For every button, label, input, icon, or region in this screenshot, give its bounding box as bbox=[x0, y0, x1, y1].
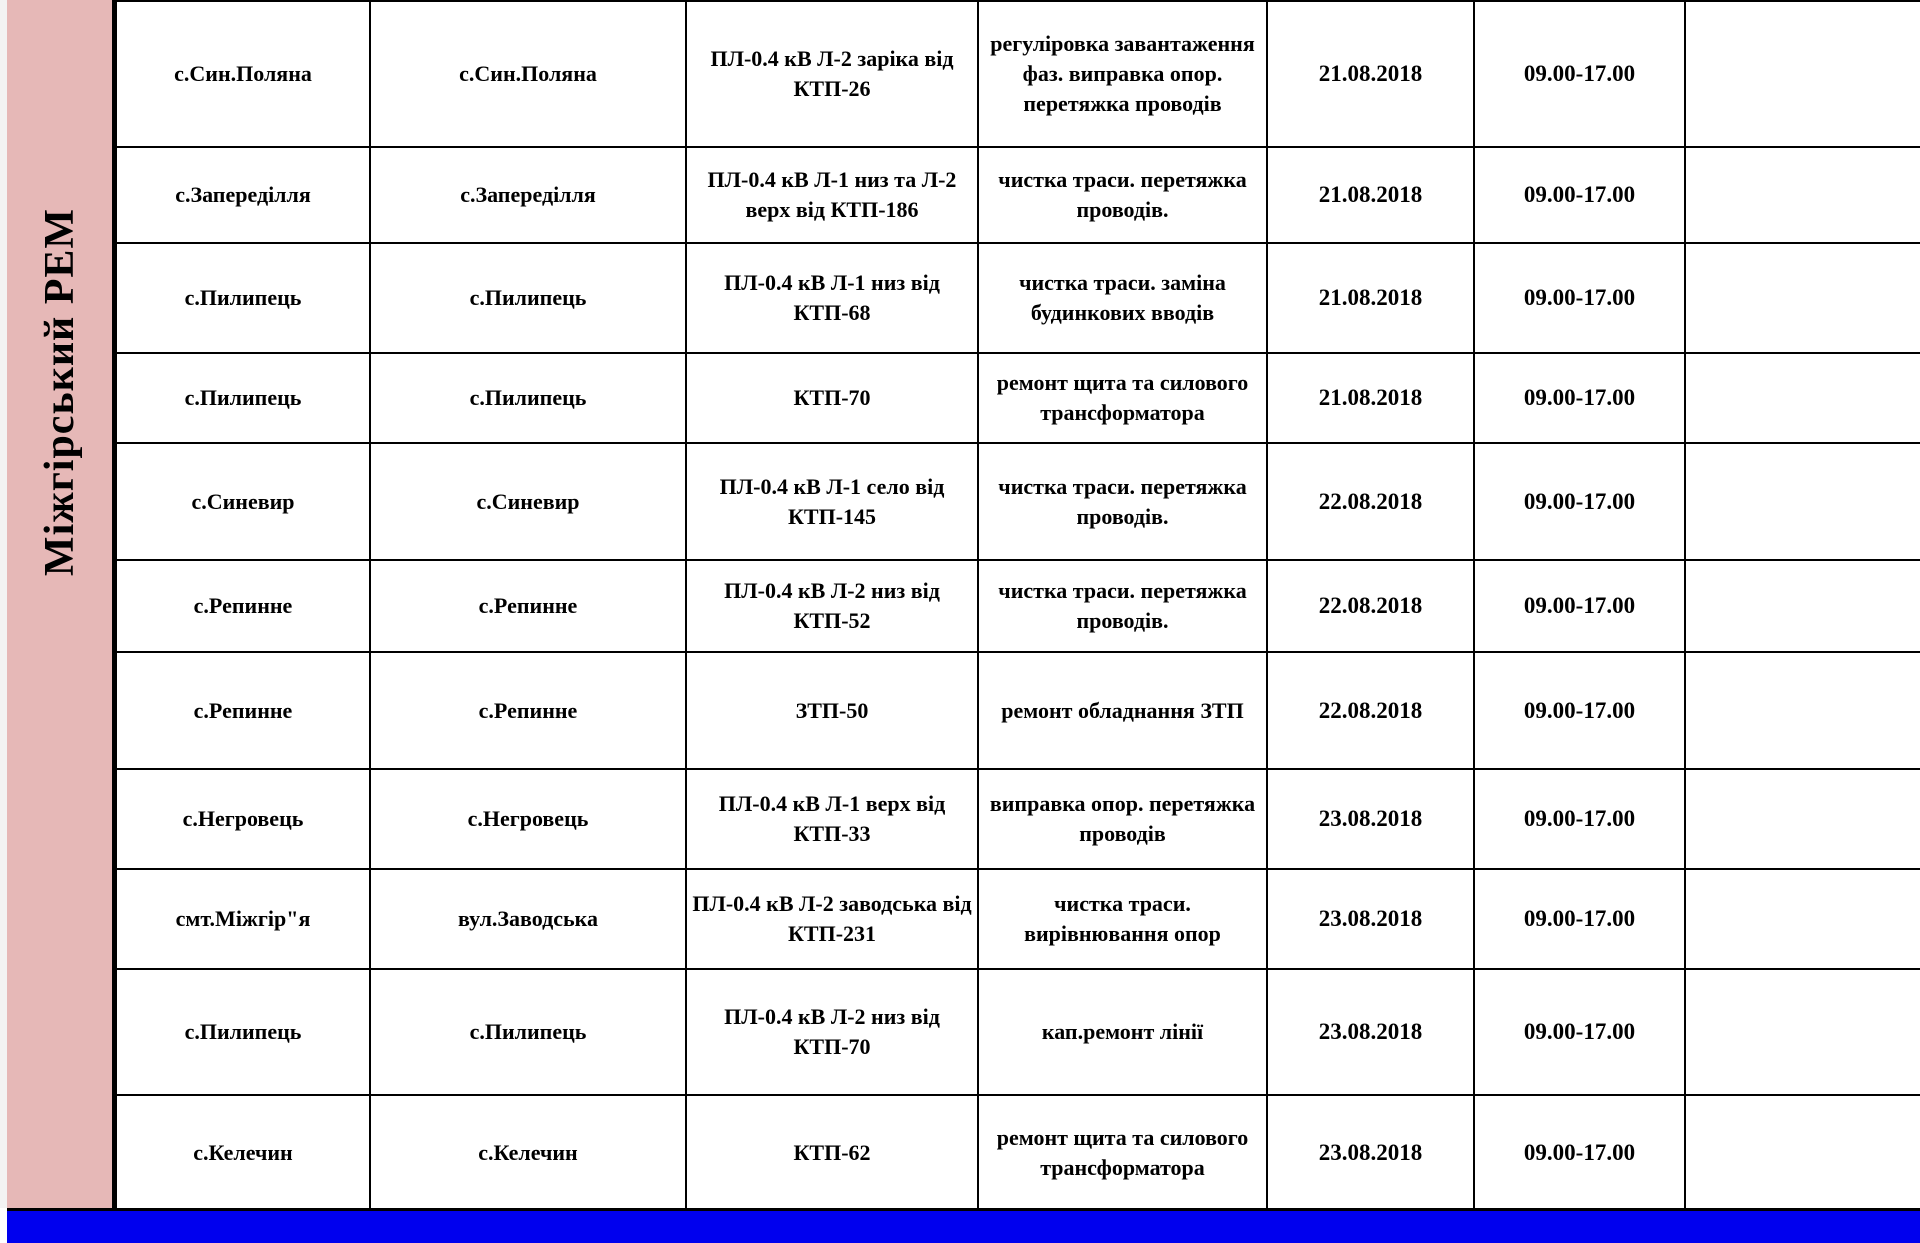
street-cell[interactable]: с.Пилипець bbox=[370, 969, 686, 1095]
work-cell[interactable]: чистка траси. перетяжка проводів. bbox=[978, 560, 1267, 652]
object-cell[interactable]: ПЛ-0.4 кВ Л-2 заріка від КТП-26 bbox=[686, 1, 978, 147]
date-cell[interactable]: 21.08.2018 bbox=[1267, 353, 1474, 443]
work-cell[interactable]: ремонт щита та силового трансформатора bbox=[978, 353, 1267, 443]
table-row bbox=[116, 1095, 1920, 1211]
settlement-cell[interactable]: с.Синевир bbox=[116, 443, 370, 560]
empty-cell[interactable] bbox=[1685, 1, 1920, 147]
object-cell[interactable]: ПЛ-0.4 кВ Л-2 низ від КТП-70 bbox=[686, 969, 978, 1095]
settlement-cell[interactable]: с.Репинне bbox=[116, 560, 370, 652]
date-cell[interactable]: 22.08.2018 bbox=[1267, 652, 1474, 769]
empty-cell[interactable] bbox=[1685, 560, 1920, 652]
settlement-cell[interactable]: с.Запереділля bbox=[116, 147, 370, 243]
work-cell[interactable]: чистка траси. вирівнювання опор bbox=[978, 869, 1267, 969]
time-cell[interactable]: 09.00-17.00 bbox=[1474, 147, 1685, 243]
date-cell[interactable]: 23.08.2018 bbox=[1267, 969, 1474, 1095]
empty-cell[interactable] bbox=[1685, 1095, 1920, 1211]
work-cell[interactable]: чистка траси. перетяжка проводів. bbox=[978, 147, 1267, 243]
street-cell[interactable]: с.Келечин bbox=[370, 1095, 686, 1211]
table-row bbox=[116, 869, 1920, 969]
settlement-cell[interactable]: с.Пилипець bbox=[116, 353, 370, 443]
rem-merged-cell[interactable] bbox=[7, 0, 115, 1208]
time-cell[interactable]: 09.00-17.00 bbox=[1474, 869, 1685, 969]
object-cell[interactable]: ПЛ-0.4 кВ Л-1 низ від КТП-68 bbox=[686, 243, 978, 353]
object-cell[interactable]: ПЛ-0.4 кВ Л-1 село від КТП-145 bbox=[686, 443, 978, 560]
empty-cell[interactable] bbox=[1685, 353, 1920, 443]
time-cell[interactable]: 09.00-17.00 bbox=[1474, 769, 1685, 869]
object-cell[interactable]: ПЛ-0.4 кВ Л-1 низ та Л-2 верх від КТП-186 bbox=[686, 147, 978, 243]
street-cell[interactable]: с.Запереділля bbox=[370, 147, 686, 243]
time-cell[interactable]: 09.00-17.00 bbox=[1474, 969, 1685, 1095]
street-cell[interactable]: вул.Заводська bbox=[370, 869, 686, 969]
table-row bbox=[116, 443, 1920, 560]
date-cell[interactable]: 21.08.2018 bbox=[1267, 147, 1474, 243]
object-cell[interactable]: ЗТП-50 bbox=[686, 652, 978, 769]
empty-cell[interactable] bbox=[1685, 243, 1920, 353]
table-row bbox=[116, 560, 1920, 652]
work-cell[interactable]: чистка траси. заміна будинкових вводів bbox=[978, 243, 1267, 353]
date-cell[interactable]: 22.08.2018 bbox=[1267, 443, 1474, 560]
empty-cell[interactable] bbox=[1685, 147, 1920, 243]
table-row bbox=[116, 769, 1920, 869]
street-cell[interactable]: с.Пилипець bbox=[370, 353, 686, 443]
time-cell[interactable]: 09.00-17.00 bbox=[1474, 353, 1685, 443]
settlement-cell[interactable]: с.Син.Поляна bbox=[116, 1, 370, 147]
time-cell[interactable]: 09.00-17.00 bbox=[1474, 560, 1685, 652]
time-cell[interactable]: 09.00-17.00 bbox=[1474, 1095, 1685, 1211]
street-cell[interactable]: с.Син.Поляна bbox=[370, 1, 686, 147]
date-cell[interactable]: 23.08.2018 bbox=[1267, 769, 1474, 869]
empty-cell[interactable] bbox=[1685, 969, 1920, 1095]
time-cell[interactable]: 09.00-17.00 bbox=[1474, 443, 1685, 560]
settlement-cell[interactable]: с.Келечин bbox=[116, 1095, 370, 1211]
date-cell[interactable]: 21.08.2018 bbox=[1267, 1, 1474, 147]
date-cell[interactable]: 23.08.2018 bbox=[1267, 1095, 1474, 1211]
object-cell[interactable]: ПЛ-0.4 кВ Л-2 низ від КТП-52 bbox=[686, 560, 978, 652]
street-cell[interactable]: с.Репинне bbox=[370, 560, 686, 652]
date-cell[interactable]: 23.08.2018 bbox=[1267, 869, 1474, 969]
time-cell[interactable]: 09.00-17.00 bbox=[1474, 1, 1685, 147]
object-cell[interactable]: ПЛ-0.4 кВ Л-2 заводська від КТП-231 bbox=[686, 869, 978, 969]
work-cell[interactable]: чистка траси. перетяжка проводів. bbox=[978, 443, 1267, 560]
street-cell[interactable]: с.Синевир bbox=[370, 443, 686, 560]
rem-label: Міжгірський РЕМ bbox=[36, 207, 83, 577]
settlement-cell[interactable]: смт.Міжгір"я bbox=[116, 869, 370, 969]
empty-cell[interactable] bbox=[1685, 769, 1920, 869]
work-cell[interactable]: ремонт щита та силового трансформатора bbox=[978, 1095, 1267, 1211]
street-cell[interactable]: с.Негровець bbox=[370, 769, 686, 869]
blue-separator-row bbox=[7, 1208, 1920, 1243]
settlement-cell[interactable]: с.Репинне bbox=[116, 652, 370, 769]
work-cell[interactable]: виправка опор. перетяжка проводів bbox=[978, 769, 1267, 869]
object-cell[interactable]: ПЛ-0.4 кВ Л-1 верх від КТП-33 bbox=[686, 769, 978, 869]
settlement-cell[interactable]: с.Негровець bbox=[116, 769, 370, 869]
table-row bbox=[116, 652, 1920, 769]
work-cell[interactable]: кап.ремонт лінії bbox=[978, 969, 1267, 1095]
settlement-cell[interactable]: с.Пилипець bbox=[116, 969, 370, 1095]
street-cell[interactable]: с.Репинне bbox=[370, 652, 686, 769]
time-cell[interactable]: 09.00-17.00 bbox=[1474, 652, 1685, 769]
outage-schedule-table bbox=[115, 0, 1920, 1212]
table-row bbox=[116, 243, 1920, 353]
date-cell[interactable]: 22.08.2018 bbox=[1267, 560, 1474, 652]
street-cell[interactable]: с.Пилипець bbox=[370, 243, 686, 353]
work-cell[interactable]: регуліровка завантаження фаз. виправка опор. перетяжка проводів bbox=[978, 1, 1267, 147]
work-cell[interactable]: ремонт обладнання ЗТП bbox=[978, 652, 1267, 769]
settlement-cell[interactable]: с.Пилипець bbox=[116, 243, 370, 353]
empty-cell[interactable] bbox=[1685, 869, 1920, 969]
object-cell[interactable]: КТП-70 bbox=[686, 353, 978, 443]
table-row bbox=[116, 1, 1920, 147]
empty-cell[interactable] bbox=[1685, 652, 1920, 769]
date-cell[interactable]: 21.08.2018 bbox=[1267, 243, 1474, 353]
table-row bbox=[116, 969, 1920, 1095]
time-cell[interactable]: 09.00-17.00 bbox=[1474, 243, 1685, 353]
table-row bbox=[116, 353, 1920, 443]
empty-cell[interactable] bbox=[1685, 443, 1920, 560]
object-cell[interactable]: КТП-62 bbox=[686, 1095, 978, 1211]
table-row bbox=[116, 147, 1920, 243]
